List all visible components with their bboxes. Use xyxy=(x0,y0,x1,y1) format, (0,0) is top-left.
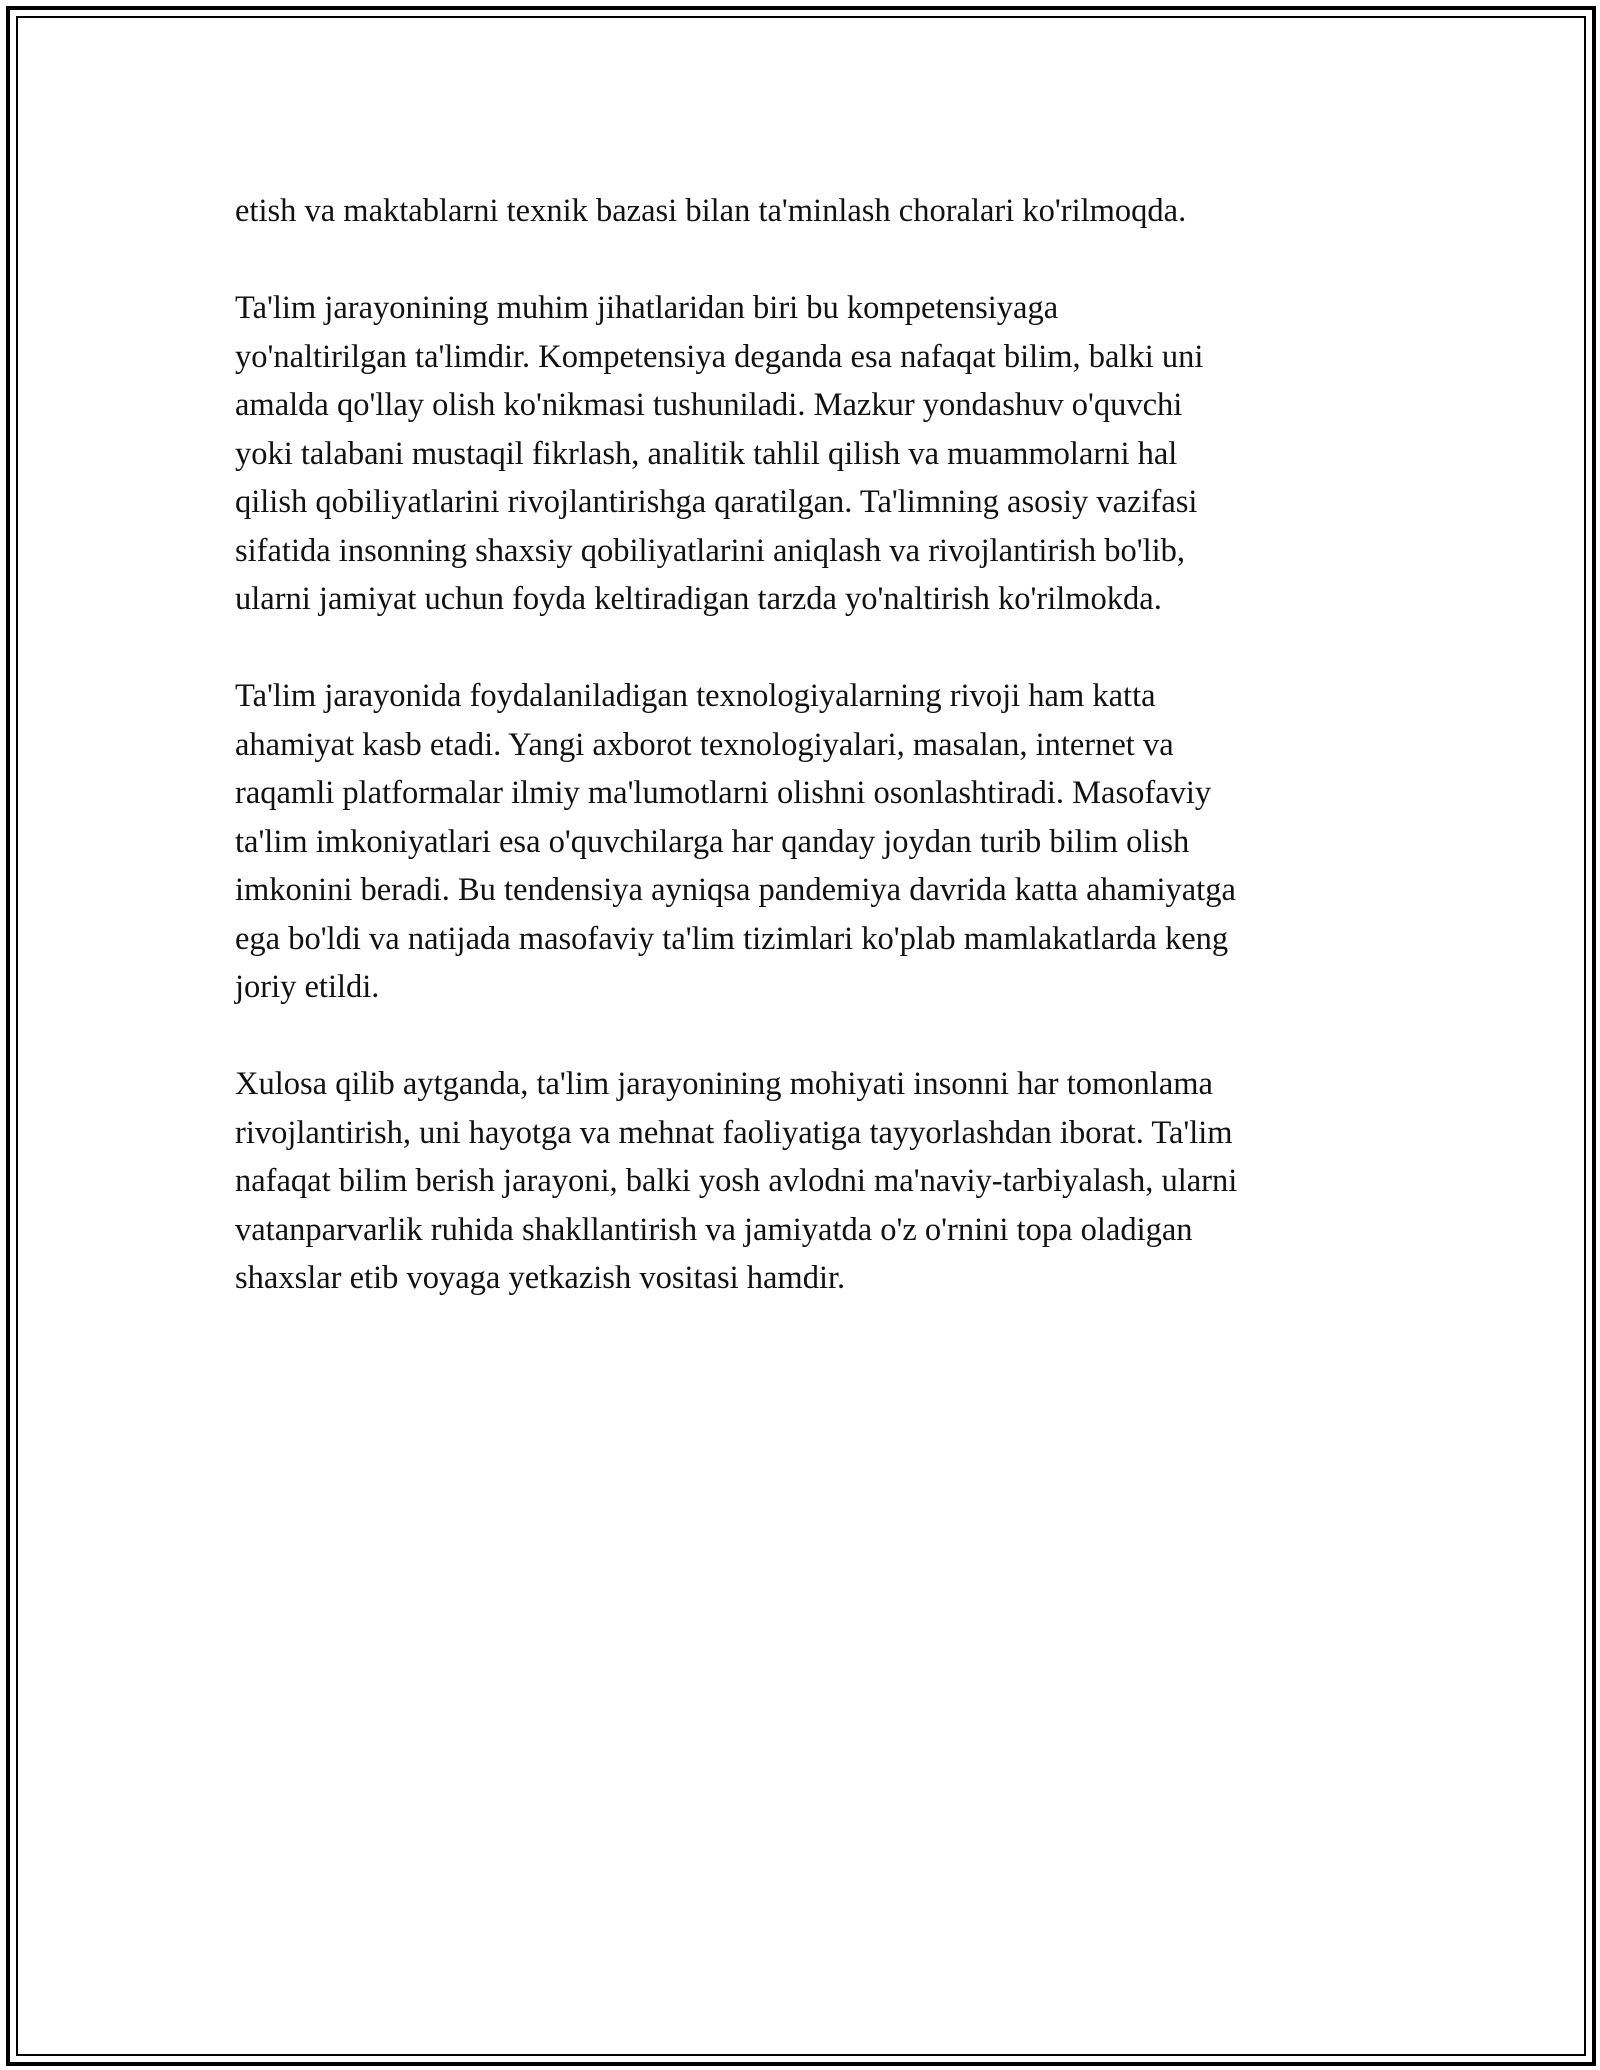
paragraph-3 xyxy=(235,672,1385,1012)
text-line: vatanparvarlik ruhida shakllantirish va jamiyatda o'z o'rnini topa oladigan xyxy=(235,1211,1193,1248)
paragraph-2 xyxy=(235,284,1385,624)
text-line: Ta'lim jarayonida foydalaniladigan texnologiyalarning rivoji ham katta xyxy=(235,678,1156,714)
text-line: etish va maktablarni texnik bazasi bilan ta'minlash choralari ko'rilmoqda. xyxy=(235,193,1187,229)
text-line: Xulosa qilib aytganda, ta'lim jarayonining mohiyati insonni har tomonlama xyxy=(235,1066,1213,1102)
text-line: Ta'lim jarayonining muhim jihatlaridan biri bu kompetensiyaga xyxy=(235,290,1059,326)
paragraph-4 xyxy=(235,1060,1385,1303)
text-line: rivojlantirish, uni hayotga va mehnat faoliyatiga tayyorlashdan iborat. Ta'lim xyxy=(235,1114,1233,1151)
text-line: ularni jamiyat uchun foyda keltiradigan tarzda yo'naltirish ko'rilmokda. xyxy=(235,581,1162,617)
document-body xyxy=(235,187,1385,1351)
text-line: qilish qobiliyatlarini rivojlantirishga qaratilgan. Ta'limning asosiy vazifasi xyxy=(235,484,1198,520)
text-line: joriy etildi. xyxy=(235,969,380,1005)
text-line: ta'lim imkoniyatlari esa o'quvchilarga har qanday joydan turib bilim olish xyxy=(235,823,1190,860)
text-line: ega bo'ldi va natijada masofaviy ta'lim tizimlari ko'plab mamlakatlarda keng xyxy=(235,920,1229,957)
text-line: imkonini beradi. Bu tendensiya ayniqsa pandemiya davrida katta ahamiyatga xyxy=(235,872,1236,908)
text-line: sifatida insonning shaxsiy qobiliyatlarini aniqlash va rivojlantirish bo'lib, xyxy=(235,532,1186,569)
paragraph-1 xyxy=(235,187,1385,236)
text-line: yoki talabani mustaqil fikrlash, analitik tahlil qilish va muammolarni hal xyxy=(235,435,1178,472)
text-line: ahamiyat kasb etadi. Yangi axborot texnologiyalari, masalan, internet va xyxy=(235,726,1174,763)
text-line: amalda qo'llay olish ko'nikmasi tushuniladi. Mazkur yondashuv o'quvchi xyxy=(235,387,1183,423)
text-line: yo'naltirilgan ta'limdir. Kompetensiya deganda esa nafaqat bilim, balki uni xyxy=(235,338,1204,375)
text-line: shaxslar etib voyaga yetkazish vositasi hamdir. xyxy=(235,1260,846,1296)
text-line: nafaqat bilim berish jarayoni, balki yosh avlodni ma'naviy-tarbiyalash, ularni xyxy=(235,1163,1238,1199)
text-line: raqamli platformalar ilmiy ma'lumotlarni olishni osonlashtiradi. Masofaviy xyxy=(235,775,1212,811)
